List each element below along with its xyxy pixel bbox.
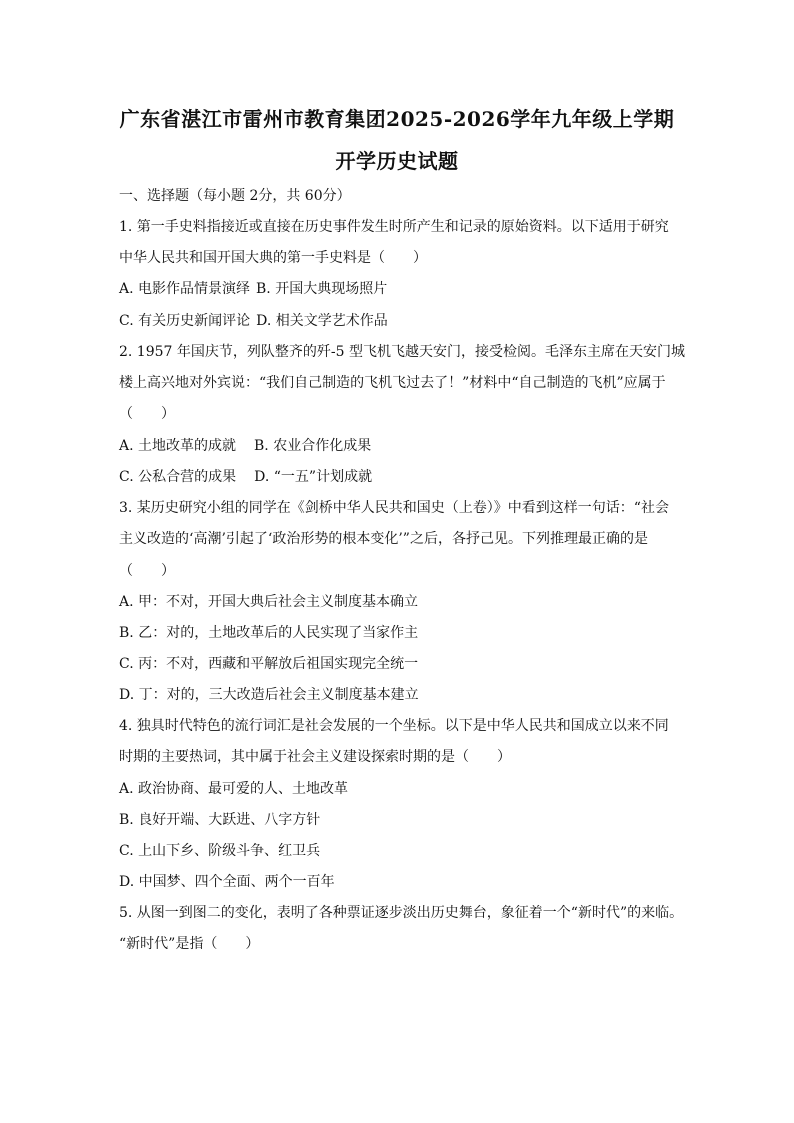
question-2-option-a: A. 土地改革的成就 (119, 438, 237, 454)
question-2-options-row1 (119, 437, 371, 455)
question-4-option-c: C. 上山下乡、阶级斗争、红卫兵 (119, 843, 321, 859)
question-2-option-c: C. 公私合营的成果 (119, 469, 237, 485)
question-4-option-a: A. 政治协商、最可爱的人、土地改革 (119, 781, 349, 797)
question-2-option-d: D. “一五”计划成就 (254, 469, 373, 485)
question-2-stem-line2: 楼上高兴地对外宾说：“我们自己制造的飞机飞过去了！”材料中“自己制造的飞机”应属于 (119, 375, 666, 391)
question-2-stem-line1: 2. 1957 年国庆节，列队整齐的歼-5 型飞机飞越天安门，接受检阅。毛泽东主席在天安门城 (119, 344, 685, 360)
question-1-option-c: C. 有关历史新闻评论 (119, 313, 251, 329)
question-4-option-d: D. 中国梦、四个全面、两个一百年 (119, 874, 335, 890)
question-3-option-c: C. 丙：不对，西藏和平解放后祖国实现完全统一 (119, 656, 419, 672)
question-3-option-d: D. 丁：对的，三大改造后社会主义制度基本建立 (119, 687, 419, 703)
question-3-option-a: A. 甲：不对，开国大典后社会主义制度基本确立 (119, 594, 419, 610)
exam-title-line1: 广东省湛江市雷州市教育集团2025-2026学年九年级上学期 (119, 107, 675, 131)
question-3-stem-line1: 3. 某历史研究小组的同学在《剑桥中华人民共和国史（上卷）》中看到这样一句话：“社会 (119, 500, 669, 516)
question-4-stem-line2: 时期的主要热词，其中属于社会主义建设探索时期的是（ ） (119, 749, 511, 765)
section-heading: 一、选择题（每小题 2分，共 60分） (119, 188, 351, 204)
question-2-stem-line3: （ ） (119, 406, 175, 422)
question-1-options-row2 (119, 312, 388, 330)
question-3-stem-line2: 主义改造的‘高潮’引起了‘政治形势的根本变化’”之后，各抒己见。下列推理最正确的是 (119, 531, 648, 547)
question-1-options-row1 (119, 280, 387, 298)
question-2-option-b: B. 农业合作化成果 (254, 438, 372, 454)
question-1-option-a: A. 电影作品情景演绎 (119, 281, 251, 297)
question-2-options-row2 (119, 468, 372, 486)
question-1-option-d: D. 相关文学艺术作品 (256, 313, 388, 329)
question-5-stem-line2: “新时代”是指（ ） (119, 936, 260, 952)
question-5-stem-line1: 5. 从图一到图二的变化，表明了各种票证逐步淡出历史舞台，象征着一个“新时代”的来临。 (119, 905, 684, 921)
question-1-stem-line1: 1. 第一手史料指接近或直接在历史事件发生时所产生和记录的原始资料。以下适用于研究 (119, 219, 669, 235)
question-1-stem-line2: 中华人民共和国开国大典的第一手史料是（ ） (119, 250, 427, 266)
question-4-stem-line1: 4. 独具时代特色的流行词汇是社会发展的一个坐标。以下是中华人民共和国成立以来不同 (119, 718, 669, 734)
question-3-option-b: B. 乙：对的，土地改革后的人民实现了当家作主 (119, 625, 419, 641)
question-4-option-b: B. 良好开端、大跃进、八字方针 (119, 812, 321, 828)
question-1-option-b: B. 开国大典现场照片 (256, 281, 388, 297)
exam-title-line2: 开学历史试题 (335, 149, 459, 173)
question-3-stem-line3: （ ） (119, 563, 175, 579)
